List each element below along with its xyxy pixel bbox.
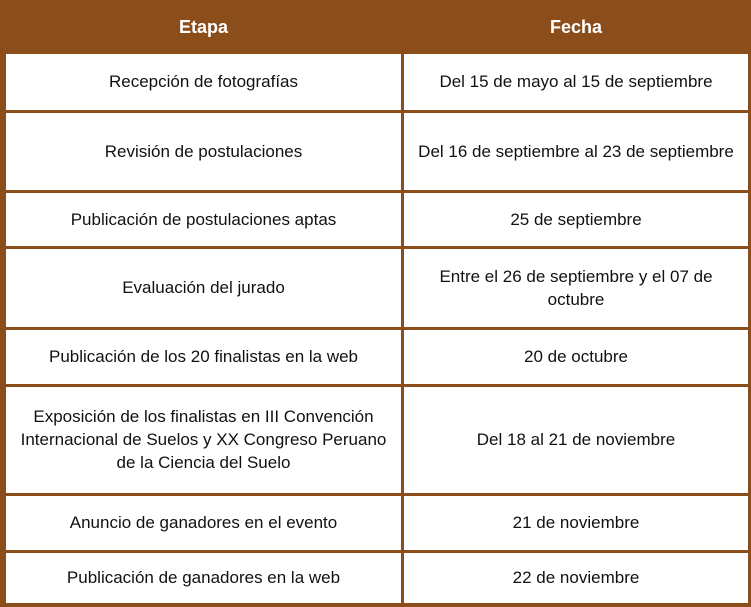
table-row	[5, 54, 750, 111]
cell-fecha: 20 de octubre	[403, 328, 750, 385]
table-row	[5, 328, 750, 385]
cell-fecha: Del 16 de septiembre al 23 de septiembre	[403, 111, 750, 191]
table-row	[5, 111, 750, 191]
column-header-etapa: Etapa	[5, 0, 403, 54]
cell-etapa: Publicación de postulaciones aptas	[5, 191, 403, 247]
cell-fecha: 25 de septiembre	[403, 191, 750, 247]
table-header-row	[5, 0, 750, 54]
table-row	[5, 191, 750, 247]
table-row	[5, 385, 750, 494]
table-row	[5, 551, 750, 604]
cell-etapa: Publicación de ganadores en la web	[5, 551, 403, 604]
table-row	[5, 247, 750, 328]
cell-fecha: Del 15 de mayo al 15 de septiembre	[403, 54, 750, 111]
cell-etapa: Publicación de los 20 finalistas en la web	[5, 328, 403, 385]
table-row	[5, 494, 750, 551]
cell-etapa: Exposición de los finalistas en III Convención Internacional de Suelos y XX Congreso Peruano de la Ciencia del Suelo	[5, 385, 403, 494]
column-header-fecha: Fecha	[403, 0, 750, 54]
schedule-table	[3, 0, 751, 606]
cell-fecha: 22 de noviembre	[403, 551, 750, 604]
cell-etapa: Revisión de postulaciones	[5, 111, 403, 191]
cell-etapa: Evaluación del jurado	[5, 247, 403, 328]
cell-etapa: Anuncio de ganadores en el evento	[5, 494, 403, 551]
cell-etapa: Recepción de fotografías	[5, 54, 403, 111]
cell-fecha: 21 de noviembre	[403, 494, 750, 551]
cell-fecha: Entre el 26 de septiembre y el 07 de octubre	[403, 247, 750, 328]
cell-fecha: Del 18 al 21 de noviembre	[403, 385, 750, 494]
